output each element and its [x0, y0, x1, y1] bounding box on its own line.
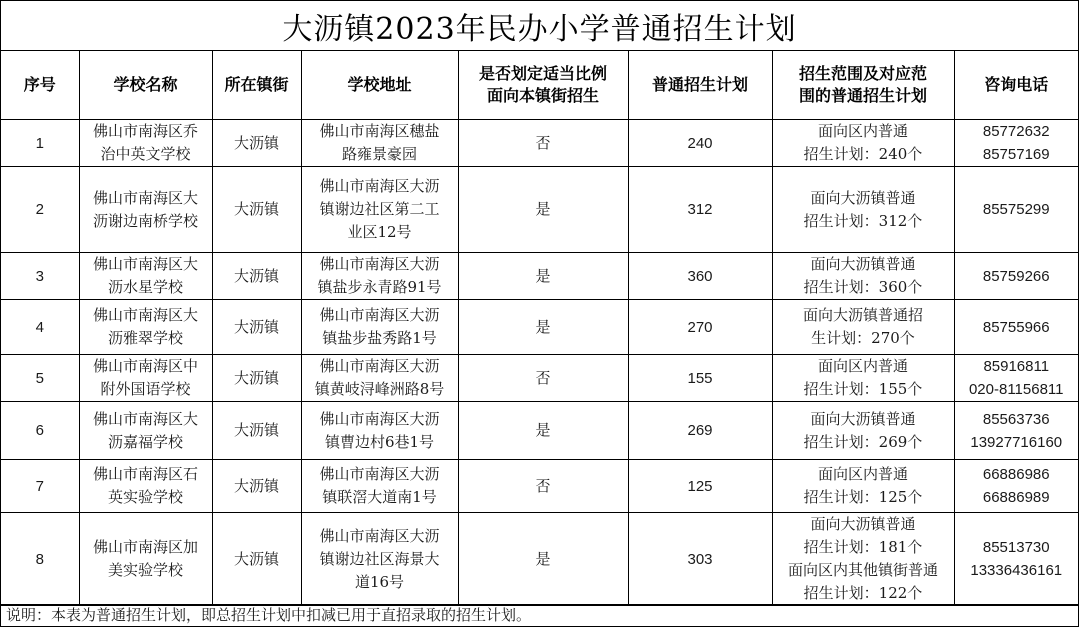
- cell-index: 4: [1, 300, 79, 355]
- header-ratio-line: 面向本镇街招生: [486, 86, 599, 105]
- cell-school-name: [79, 120, 212, 167]
- cell-school-name-line: 附外国语学校: [100, 380, 191, 398]
- cell-school-name-line: 沥嘉福学校: [107, 432, 183, 451]
- cell-plan: 312: [628, 167, 772, 253]
- cell-scope: [772, 120, 954, 167]
- cell-plan: 155: [628, 355, 772, 402]
- cell-scope-line: 招生计划：125个: [803, 488, 923, 506]
- cell-scope: [772, 402, 954, 460]
- cell-plan: 125: [628, 460, 772, 513]
- cell-address-line: 佛山市南海区大沥: [319, 255, 440, 273]
- cell-index: 8: [1, 513, 79, 606]
- cell-phone-line: 66886986: [982, 466, 1050, 483]
- cell-phone-line: 66886989: [982, 489, 1050, 506]
- cell-school-name-line: 沥雅翠学校: [107, 329, 183, 347]
- cell-address-line: 镇黄岐浔峰洲路8号: [314, 380, 445, 398]
- cell-scope-line: 招生计划：360个: [803, 278, 923, 296]
- cell-scope: [772, 253, 954, 300]
- cell-ratio: 否: [458, 355, 628, 402]
- cell-ratio: 否: [458, 120, 628, 167]
- cell-school-name-line: 佛山市南海区大: [92, 306, 198, 324]
- cell-index: 5: [1, 355, 79, 402]
- cell-town: 大沥镇: [212, 120, 301, 167]
- header-plan: 普通招生计划: [628, 51, 772, 120]
- cell-address: [301, 402, 458, 460]
- cell-school-name-line: 英实验学校: [107, 488, 183, 506]
- cell-address-line: 佛山市南海区大沥: [319, 306, 440, 324]
- table-row: [1, 513, 1078, 606]
- cell-scope: [772, 300, 954, 355]
- table-header-row: [1, 51, 1078, 120]
- cell-address: [301, 460, 458, 513]
- cell-address: [301, 513, 458, 606]
- table-row: [1, 355, 1078, 402]
- cell-scope: [772, 513, 954, 606]
- table-row: [1, 460, 1078, 513]
- table-row: [1, 120, 1078, 167]
- cell-address-line: 镇曹边村6巷1号: [324, 432, 435, 451]
- cell-address: [301, 167, 458, 253]
- cell-phone-line: 85755966: [982, 318, 1050, 336]
- cell-school-name: [79, 167, 212, 253]
- cell-scope-line: 面向大沥镇普通: [810, 255, 916, 273]
- cell-scope-line: 招生计划：155个: [803, 380, 923, 398]
- cell-address-line: 镇盐步永青路91号: [317, 278, 442, 296]
- cell-phone-line: 13336436161: [970, 562, 1063, 579]
- header-index: 序号: [1, 51, 79, 120]
- cell-phone: [954, 460, 1078, 513]
- cell-address-line: 佛山市南海区大沥: [319, 465, 440, 483]
- header-scope: [772, 51, 954, 120]
- cell-scope-line: 招生计划：181个: [803, 538, 923, 556]
- cell-phone-line: 85757169: [982, 146, 1050, 163]
- cell-scope: [772, 460, 954, 513]
- cell-address-line: 镇谢边社区海景大: [319, 549, 440, 568]
- cell-address: [301, 355, 458, 402]
- header-school-name: 学校名称: [79, 51, 212, 120]
- cell-scope-line: 招生计划：122个: [803, 584, 923, 602]
- cell-phone: [954, 402, 1078, 460]
- cell-address-line: 佛山市南海区大沥: [319, 526, 440, 545]
- cell-phone: [954, 253, 1078, 300]
- cell-index: 3: [1, 253, 79, 300]
- cell-address-line: 业区12号: [347, 223, 412, 241]
- cell-address-line: 佛山市南海区穗盐: [319, 122, 440, 140]
- cell-school-name-line: 佛山市南海区中: [92, 357, 198, 375]
- cell-school-name: [79, 460, 212, 513]
- cell-town: 大沥镇: [212, 253, 301, 300]
- cell-scope-line: 面向大沥镇普通: [810, 515, 916, 533]
- cell-scope: [772, 167, 954, 253]
- cell-address-line: 佛山市南海区大沥: [319, 409, 440, 428]
- cell-school-name-line: 佛山市南海区加: [92, 538, 198, 556]
- cell-index: 6: [1, 402, 79, 460]
- cell-phone-line: 85513730: [982, 539, 1050, 556]
- cell-town: 大沥镇: [212, 300, 301, 355]
- cell-plan: 360: [628, 253, 772, 300]
- cell-address: [301, 120, 458, 167]
- cell-scope-line: 面向区内普通: [817, 465, 908, 483]
- cell-phone-line: 020-81156811: [968, 381, 1064, 398]
- cell-ratio: 是: [458, 402, 628, 460]
- cell-school-name-line: 治中英文学校: [100, 145, 191, 163]
- cell-index: 7: [1, 460, 79, 513]
- cell-scope-line: 招生计划：269个: [803, 432, 923, 451]
- header-address: 学校地址: [301, 51, 458, 120]
- cell-ratio: 否: [458, 460, 628, 513]
- cell-plan: 269: [628, 402, 772, 460]
- cell-ratio: 是: [458, 513, 628, 606]
- cell-phone-line: 85575299: [982, 201, 1050, 218]
- page-title: 大沥镇2023年民办小学普通招生计划: [1, 1, 1078, 51]
- cell-school-name-line: 佛山市南海区乔: [92, 122, 198, 140]
- cell-school-name-line: 美实验学校: [107, 561, 183, 579]
- cell-school-name-line: 佛山市南海区大: [92, 409, 198, 428]
- header-ratio-line: 是否划定适当比例: [478, 64, 607, 83]
- cell-address-line: 镇联滘大道南1号: [322, 488, 437, 506]
- cell-scope-line: 面向大沥镇普通招: [802, 306, 923, 324]
- enrollment-table: [1, 51, 1078, 606]
- cell-ratio: 是: [458, 167, 628, 253]
- cell-scope: [772, 355, 954, 402]
- table-row: [1, 402, 1078, 460]
- cell-address: [301, 300, 458, 355]
- cell-index: 1: [1, 120, 79, 167]
- cell-town: 大沥镇: [212, 513, 301, 606]
- cell-scope-line: 招生计划：240个: [803, 145, 923, 163]
- header-scope-line: 招生范围及对应范: [798, 64, 927, 83]
- cell-phone: [954, 513, 1078, 606]
- cell-scope-line: 面向区内其他镇街普通: [787, 561, 938, 579]
- cell-address-line: 镇谢边社区第二工: [319, 200, 440, 218]
- cell-phone-line: 85772632: [982, 123, 1050, 140]
- cell-school-name: [79, 355, 212, 402]
- cell-school-name-line: 佛山市南海区石: [92, 465, 198, 483]
- cell-scope-line: 面向区内普通: [817, 357, 908, 375]
- cell-town: 大沥镇: [212, 355, 301, 402]
- cell-school-name-line: 沥谢边南桥学校: [92, 211, 198, 230]
- table-row: [1, 300, 1078, 355]
- table-row: [1, 253, 1078, 300]
- cell-school-name: [79, 300, 212, 355]
- cell-address-line: 道16号: [354, 572, 405, 591]
- cell-scope-line: 生计划：270个: [811, 329, 915, 347]
- cell-ratio: 是: [458, 253, 628, 300]
- cell-town: 大沥镇: [212, 167, 301, 253]
- cell-phone: [954, 167, 1078, 253]
- cell-scope-line: 面向大沥镇普通: [810, 188, 916, 207]
- cell-school-name-line: 佛山市南海区大: [92, 188, 198, 207]
- header-scope-line: 围的普通招生计划: [798, 86, 927, 105]
- cell-plan: 270: [628, 300, 772, 355]
- header-ratio: [458, 51, 628, 120]
- cell-scope-line: 面向大沥镇普通: [810, 409, 916, 428]
- cell-phone-line: 13927716160: [970, 433, 1063, 451]
- table-row: [1, 167, 1078, 253]
- table-body: [1, 120, 1078, 606]
- cell-school-name: [79, 513, 212, 606]
- cell-scope-line: 面向区内普通: [817, 122, 908, 140]
- cell-phone-line: 85563736: [982, 410, 1050, 428]
- cell-address-line: 佛山市南海区大沥: [319, 177, 440, 195]
- cell-address-line: 佛山市南海区大沥: [319, 357, 440, 375]
- cell-school-name: [79, 402, 212, 460]
- header-phone: 咨询电话: [954, 51, 1078, 120]
- cell-school-name-line: 沥水星学校: [107, 278, 183, 296]
- cell-scope-line: 招生计划：312个: [803, 211, 923, 230]
- cell-address-line: 镇盐步盐秀路1号: [322, 329, 437, 347]
- cell-phone: [954, 300, 1078, 355]
- cell-index: 2: [1, 167, 79, 253]
- cell-phone-line: 85916811: [983, 358, 1050, 375]
- cell-school-name: [79, 253, 212, 300]
- cell-plan: 303: [628, 513, 772, 606]
- cell-phone: [954, 355, 1078, 402]
- cell-phone: [954, 120, 1078, 167]
- cell-town: 大沥镇: [212, 402, 301, 460]
- footnote: 说明：本表为普通招生计划，即总招生计划中扣减已用于直招录取的招生计划。: [1, 604, 1078, 626]
- header-town: 所在镇街: [212, 51, 301, 120]
- cell-school-name-line: 佛山市南海区大: [92, 255, 198, 273]
- cell-address-line: 路雍景豪园: [341, 145, 417, 163]
- cell-plan: 240: [628, 120, 772, 167]
- cell-ratio: 是: [458, 300, 628, 355]
- cell-address: [301, 253, 458, 300]
- cell-phone-line: 85759266: [982, 267, 1050, 285]
- cell-town: 大沥镇: [212, 460, 301, 513]
